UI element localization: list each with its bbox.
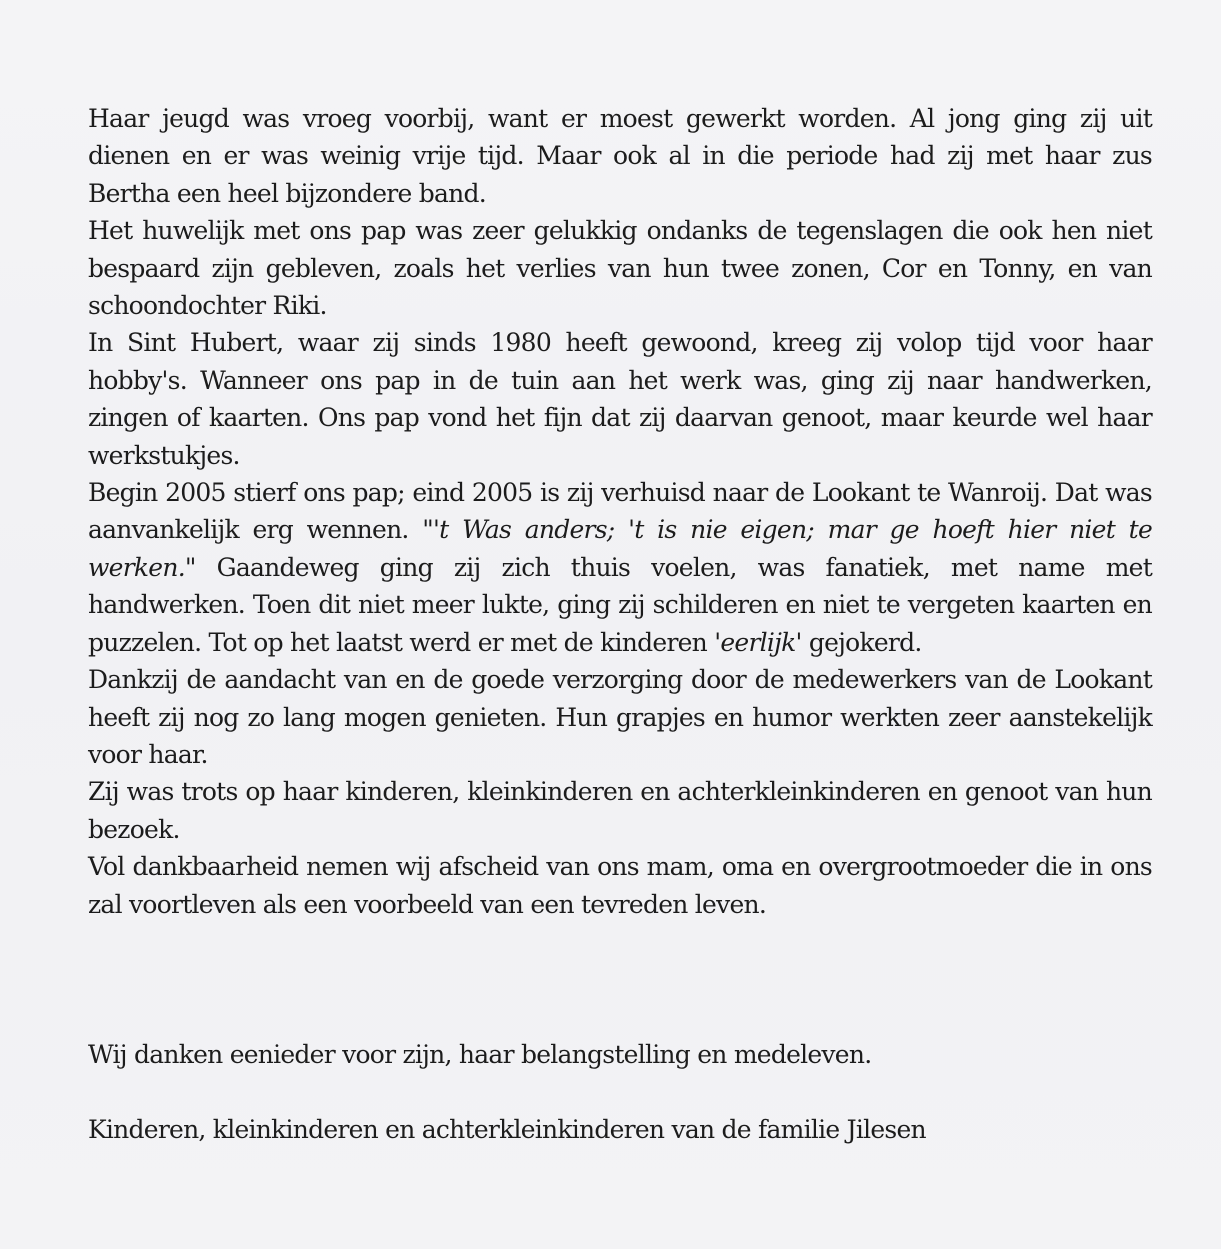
- paragraph-family: Zij was trots op haar kinderen, kleinkinderen en achterkleinkinderen en genoot van hun bezoek.: [88, 777, 1152, 844]
- memorial-text: [88, 100, 1152, 923]
- eerlijk-word: 'eerlijk': [714, 627, 802, 657]
- paragraph-marriage: Het huwelijk met ons pap was zeer gelukkig ondanks de tegenslagen die ook hen niet bespaard zijn gebleven, zoals het verlies van hun twee zonen, Cor en Tonny, en van schoondochter Riki.: [88, 216, 1152, 321]
- paragraph-farewell: Vol dankbaarheid nemen wij afscheid van ons mam, oma en overgrootmoeder die in ons zal voortleven als een voorbeeld van een tevreden leven.: [88, 852, 1152, 919]
- thanks-line: Wij danken eenieder voor zijn, haar belangstelling en medeleven.: [88, 1040, 872, 1069]
- paragraph-youth: Haar jeugd was vroeg voorbij, want er moest gewerkt worden. Al jong ging zij uit dienen en er was weinig vrije tijd. Maar ook al in die periode had zij met haar zus Bertha een heel bijzondere band.: [88, 104, 1152, 208]
- paragraph-hobbies: In Sint Hubert, waar zij sinds 1980 heeft gewoond, kreeg zij volop tijd voor haar hobby's. Wanneer ons pap in de tuin aan het werk was, ging zij naar handwerken, zingen of kaarten. Ons pap vond het fijn dat zij daarvan genoot, maar keurde wel haar werkstukjes.: [88, 328, 1152, 470]
- dialect-quote: "'t Was anders; 't is nie eigen; mar ge hoeft hier niet te werken.": [88, 515, 1152, 582]
- paragraph-lookant-middle: Gaandeweg ging zij zich thuis voelen, was fanatiek, met name met handwerken. Toen dit niet meer lukte, ging zij schilderen en niet te vergeten kaarten en puzzelen. Tot op het laatst werd er met de kinderen: [88, 552, 1152, 657]
- paragraph-lookant-intro: Begin 2005 stierf ons pap; eind 2005 is zij verhuisd naar de Lookant te Wanroij. Dat was aanvankelijk erg wennen.: [88, 478, 1152, 545]
- paragraph-care: Dankzij de aandacht van en de goede verzorging door de medewerkers van de Lookant heeft zij nog zo lang mogen genieten. Hun grapjes en humor werkten zeer aanstekelijk voor haar.: [88, 665, 1152, 769]
- paragraph-lookant: [88, 474, 1152, 661]
- paragraph-lookant-end: gejokerd.: [801, 627, 922, 657]
- signature-line: Kinderen, kleinkinderen en achterkleinkinderen van de familie Jilesen: [88, 1115, 926, 1144]
